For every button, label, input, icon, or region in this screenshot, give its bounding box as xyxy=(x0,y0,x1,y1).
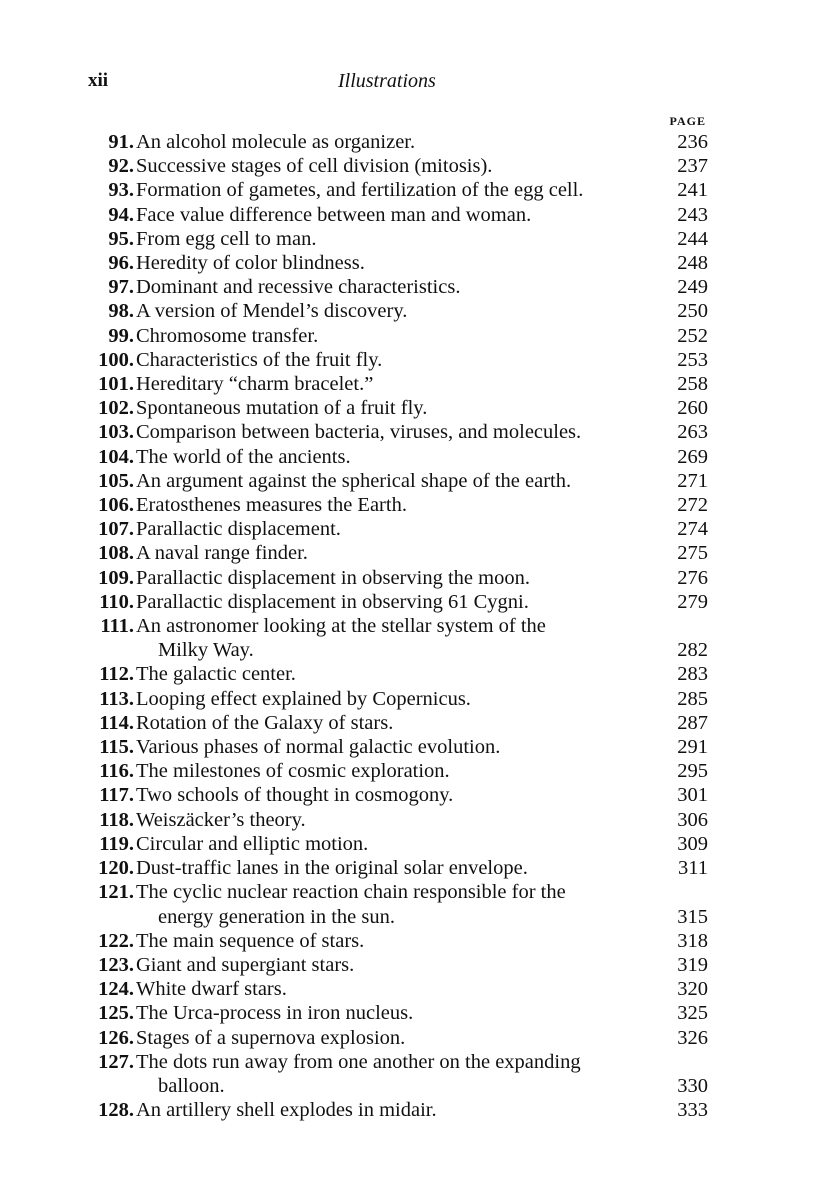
list-item xyxy=(78,1026,708,1050)
list-item xyxy=(78,517,708,541)
entry-page-number: 276 xyxy=(677,566,708,589)
list-item xyxy=(78,178,708,202)
entry-number: 110. xyxy=(99,590,134,613)
list-item xyxy=(78,396,708,420)
list-item xyxy=(78,324,708,348)
entry-title: Characteristics of the fruit fly. xyxy=(136,348,383,371)
entry-page-number: 253 xyxy=(677,348,708,371)
entry-title: Parallactic displacement in observing 61 Cygni. xyxy=(136,590,529,613)
entry-page-number: 279 xyxy=(677,590,708,613)
entry-number: 97. xyxy=(108,276,134,299)
entry-title: The galactic center. xyxy=(136,663,296,686)
entry-number: 99. xyxy=(108,324,134,347)
entry-title: An artillery shell explodes in midair. xyxy=(136,1099,437,1122)
entry-title-continuation: energy generation in the sun. xyxy=(158,905,396,928)
list-item xyxy=(78,977,708,1001)
entry-page-number: 272 xyxy=(677,494,708,517)
page-header xyxy=(88,70,708,100)
page-folio: xii xyxy=(88,70,109,91)
entry-page-number: 291 xyxy=(677,736,708,759)
entry-page-number: 319 xyxy=(677,953,708,976)
entry-title: Formation of gametes, and fertilization of the egg cell. xyxy=(136,179,584,202)
entry-number: 127. xyxy=(98,1050,134,1073)
entry-number: 96. xyxy=(108,252,134,275)
entry-title: An argument against the spherical shape of the earth. xyxy=(136,469,572,492)
entry-number: 125. xyxy=(98,1002,134,1025)
entry-number: 120. xyxy=(98,857,134,880)
list-item xyxy=(78,227,708,251)
entry-page-number: 315 xyxy=(677,905,708,928)
entry-title: The world of the ancients. xyxy=(136,445,351,468)
entry-number: 108. xyxy=(98,542,134,565)
entry-page-number: 243 xyxy=(677,203,708,226)
entry-number: 116. xyxy=(99,760,134,783)
entry-title: Heredity of color blindness. xyxy=(136,252,365,275)
entry-number: 105. xyxy=(98,469,134,492)
entry-title: A naval range finder. xyxy=(136,542,308,565)
list-item xyxy=(78,832,708,856)
entry-number: 111. xyxy=(100,615,134,638)
entry-page-number: 236 xyxy=(677,131,708,153)
entry-number: 122. xyxy=(98,929,134,952)
list-item xyxy=(78,130,708,154)
running-head: Illustrations xyxy=(338,70,436,92)
entry-number: 101. xyxy=(98,373,134,396)
entry-page-number: 287 xyxy=(677,711,708,734)
entry-title: Dominant and recessive characteristics. xyxy=(136,276,461,299)
entry-title: The dots run away from one another on the expanding xyxy=(136,1050,581,1073)
list-item xyxy=(78,590,708,614)
entry-title: Circular and elliptic motion. xyxy=(136,832,369,855)
entry-title: The main sequence of stars. xyxy=(136,929,365,952)
entry-page-number: 325 xyxy=(677,1002,708,1025)
entry-number: 128. xyxy=(98,1099,134,1122)
entry-number: 115. xyxy=(99,736,134,759)
entry-title: A version of Mendel’s discovery. xyxy=(136,300,408,323)
entry-page-number: 252 xyxy=(677,324,708,347)
entry-title: Stages of a supernova explosion. xyxy=(136,1026,406,1049)
entry-title: Eratosthenes measures the Earth. xyxy=(136,494,407,517)
entry-page-number: 333 xyxy=(677,1099,708,1122)
list-item xyxy=(78,493,708,517)
entry-page-number: 283 xyxy=(677,663,708,686)
entry-title: An alcohol molecule as organizer. xyxy=(136,131,416,153)
entry-page-number: 320 xyxy=(677,978,708,1001)
entry-title: White dwarf stars. xyxy=(136,978,287,1001)
list-item xyxy=(78,880,708,928)
entry-page-number: 309 xyxy=(677,832,708,855)
list-item xyxy=(78,251,708,275)
list-item xyxy=(78,711,708,735)
entry-title: Hereditary “charm bracelet.” xyxy=(136,373,374,396)
entry-number: 102. xyxy=(98,397,134,420)
list-item xyxy=(78,687,708,711)
entry-title-continuation: Milky Way. xyxy=(158,639,254,662)
list-item xyxy=(78,929,708,953)
entry-title: Successive stages of cell division (mitosis). xyxy=(136,155,493,178)
entry-number: 94. xyxy=(108,203,134,226)
list-item xyxy=(78,1001,708,1025)
list-item xyxy=(78,203,708,227)
entry-number: 103. xyxy=(98,421,134,444)
list-item xyxy=(78,566,708,590)
entry-page-number: 318 xyxy=(677,929,708,952)
entry-title: Dust-traffic lanes in the original solar envelope. xyxy=(136,857,528,880)
entry-page-number: 295 xyxy=(677,760,708,783)
list-item xyxy=(78,372,708,396)
entry-title: Giant and supergiant stars. xyxy=(136,953,355,976)
entry-number: 106. xyxy=(98,494,134,517)
page-column-label: PAGE xyxy=(669,114,706,128)
list-item xyxy=(78,614,708,662)
list-item xyxy=(78,856,708,880)
entry-page-number: 330 xyxy=(677,1074,708,1097)
list-item xyxy=(78,154,708,178)
entry-number: 123. xyxy=(98,953,134,976)
entry-number: 93. xyxy=(108,179,134,202)
entry-title: An astronomer looking at the stellar system of the xyxy=(136,615,546,638)
entry-page-number: 271 xyxy=(677,469,708,492)
list-item xyxy=(78,541,708,565)
entry-number: 104. xyxy=(98,445,134,468)
entry-title: The Urca-process in iron nucleus. xyxy=(136,1002,414,1025)
entry-title: Various phases of normal galactic evolution. xyxy=(136,736,501,759)
entry-title: Rotation of the Galaxy of stars. xyxy=(136,711,394,734)
entry-number: 126. xyxy=(98,1026,134,1049)
entry-number: 95. xyxy=(108,227,134,250)
entry-title: Spontaneous mutation of a fruit fly. xyxy=(136,397,428,420)
list-item xyxy=(78,662,708,686)
entry-number: 114. xyxy=(99,711,134,734)
entry-title: Face value difference between man and woman. xyxy=(136,203,532,226)
entry-page-number: 275 xyxy=(677,542,708,565)
entry-title: Parallactic displacement in observing the moon. xyxy=(136,566,530,589)
entry-number: 121. xyxy=(98,881,134,904)
entry-page-number: 249 xyxy=(677,276,708,299)
entry-title: Parallactic displacement. xyxy=(136,518,341,541)
entry-number: 117. xyxy=(99,784,134,807)
list-item xyxy=(78,808,708,832)
list-item xyxy=(78,759,708,783)
entry-title: The milestones of cosmic exploration. xyxy=(136,760,450,783)
list-item xyxy=(78,469,708,493)
entry-number: 118. xyxy=(99,808,134,831)
entry-page-number: 306 xyxy=(677,808,708,831)
entry-page-number: 285 xyxy=(677,687,708,710)
entry-page-number: 241 xyxy=(677,179,708,202)
entry-page-number: 258 xyxy=(677,373,708,396)
entry-number: 98. xyxy=(108,300,134,323)
list-item xyxy=(78,420,708,444)
entry-page-number: 260 xyxy=(677,397,708,420)
entry-title: Chromosome transfer. xyxy=(136,324,319,347)
entry-number: 107. xyxy=(98,518,134,541)
list-item xyxy=(78,953,708,977)
list-item xyxy=(78,783,708,807)
illustration-list xyxy=(78,130,708,1122)
entry-page-number: 248 xyxy=(677,252,708,275)
entry-page-number: 237 xyxy=(677,155,708,178)
entry-title: Looping effect explained by Copernicus. xyxy=(136,687,471,710)
entry-page-number: 263 xyxy=(677,421,708,444)
entry-title-continuation: balloon. xyxy=(158,1074,225,1097)
entry-title: Two schools of thought in cosmogony. xyxy=(136,784,454,807)
entry-title: The cyclic nuclear reaction chain responsible for the xyxy=(136,881,566,904)
list-item xyxy=(78,445,708,469)
entry-number: 92. xyxy=(108,155,134,178)
entry-number: 124. xyxy=(98,978,134,1001)
list-item xyxy=(78,299,708,323)
entry-page-number: 269 xyxy=(677,445,708,468)
entry-page-number: 311 xyxy=(678,857,708,880)
entry-page-number: 282 xyxy=(677,639,708,662)
list-item xyxy=(78,275,708,299)
entry-number: 91. xyxy=(108,131,134,153)
entry-number: 112. xyxy=(99,663,134,686)
entry-page-number: 244 xyxy=(677,227,708,250)
entry-page-number: 250 xyxy=(677,300,708,323)
entry-number: 119. xyxy=(99,832,134,855)
entry-page-number: 274 xyxy=(677,518,708,541)
entry-title: Weiszäcker’s theory. xyxy=(136,808,306,831)
entry-number: 100. xyxy=(98,348,134,371)
list-item xyxy=(78,1098,708,1122)
entry-number: 113. xyxy=(99,687,134,710)
list-item xyxy=(78,348,708,372)
entry-page-number: 301 xyxy=(677,784,708,807)
list-item xyxy=(78,1050,708,1098)
entry-number: 109. xyxy=(98,566,134,589)
entry-title: Comparison between bacteria, viruses, and molecules. xyxy=(136,421,582,444)
list-item xyxy=(78,735,708,759)
entry-page-number: 326 xyxy=(677,1026,708,1049)
entry-title: From egg cell to man. xyxy=(136,227,317,250)
